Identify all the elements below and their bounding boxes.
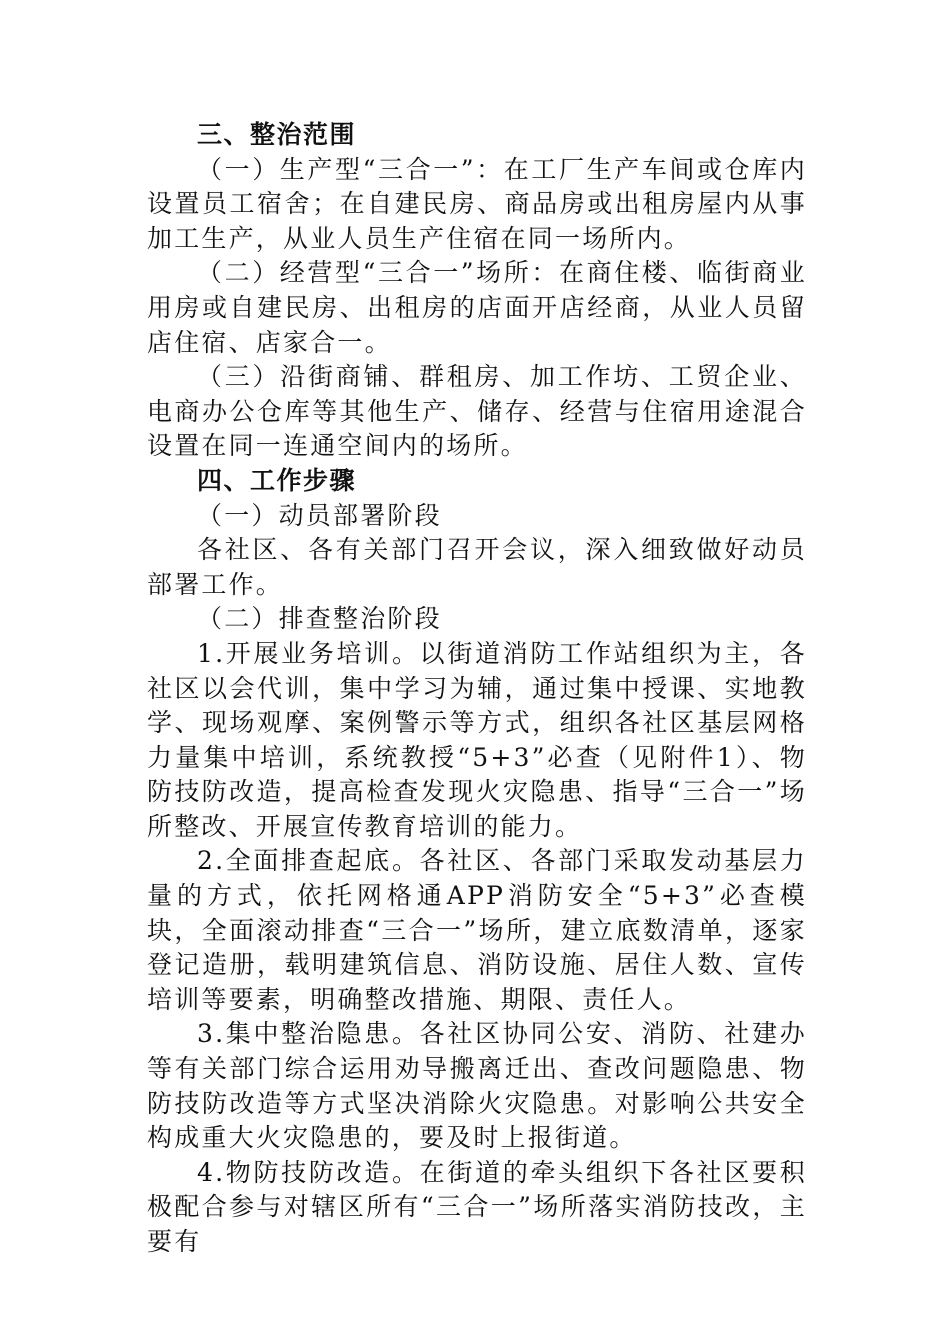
paragraph-full-inspection: 2.全面排查起底。各社区、各部门采取发动基层力量的方式，依托网格通APP消防安全“5+3”必查模块，全面滚动排查“三合一”场所，建立底数清单，逐家登记造册，载明建筑信息、消防设施、居住人数、宣传培训等要素，明确整改措施、期限、责任人。 (147, 846, 807, 1014)
paragraph-business-type: （二）经营型“三合一”场所：在商住楼、临街商业用房或自建民房、出租房的店面开店经商，从业人员留店住宿、店家合一。 (147, 258, 807, 357)
subheading-mobilization-stage: （一）动员部署阶段 (197, 500, 442, 530)
paragraph-other-mixed-places: （三）沿街商铺、群租房、加工作坊、工贸企业、电商办公仓库等其他生产、储存、经营与住宿用途混合设置在同一连通空间内的场所。 (147, 362, 807, 461)
paragraph-production-type: （一）生产型“三合一”：在工厂生产车间或仓库内设置员工宿舍；在自建民房、商品房或出租房屋内从事加工生产，从业人员生产住宿在同一场所内。 (147, 154, 807, 253)
subheading-inspection-stage: （二）排查整治阶段 (197, 604, 442, 634)
paragraph-mobilization: 各社区、各有关部门召开会议，深入细致做好动员部署工作。 (147, 535, 807, 599)
section-heading-scope: 三、整治范围 (197, 120, 357, 149)
paragraph-technical-upgrade: 4.物防技防改造。在街道的牵头组织下各社区要积极配合参与对辖区所有“三合一”场所落实消防技改，主要有 (147, 1157, 807, 1256)
paragraph-training: 1.开展业务培训。以街道消防工作站组织为主，各社区以会代训，集中学习为辅，通过集中授课、实地教学、现场观摩、案例警示等方式，组织各社区基层网格力量集中培训，系统教授“5+3”必查（见附件1）、物防技防改造，提高检查发现火灾隐患、指导“三合一”场所整改、开展宣传教育培训的能力。 (147, 638, 807, 841)
document-body (147, 118, 807, 1260)
paragraph-hazard-rectification: 3.集中整治隐患。各社区协同公安、消防、社建办等有关部门综合运用劝导搬离迁出、查改问题隐患、物防技防改造等方式坚决消除火灾隐患。对影响公共安全构成重大火灾隐患的，要及时上报街道。 (147, 1019, 807, 1153)
section-heading-steps: 四、工作步骤 (197, 465, 357, 495)
